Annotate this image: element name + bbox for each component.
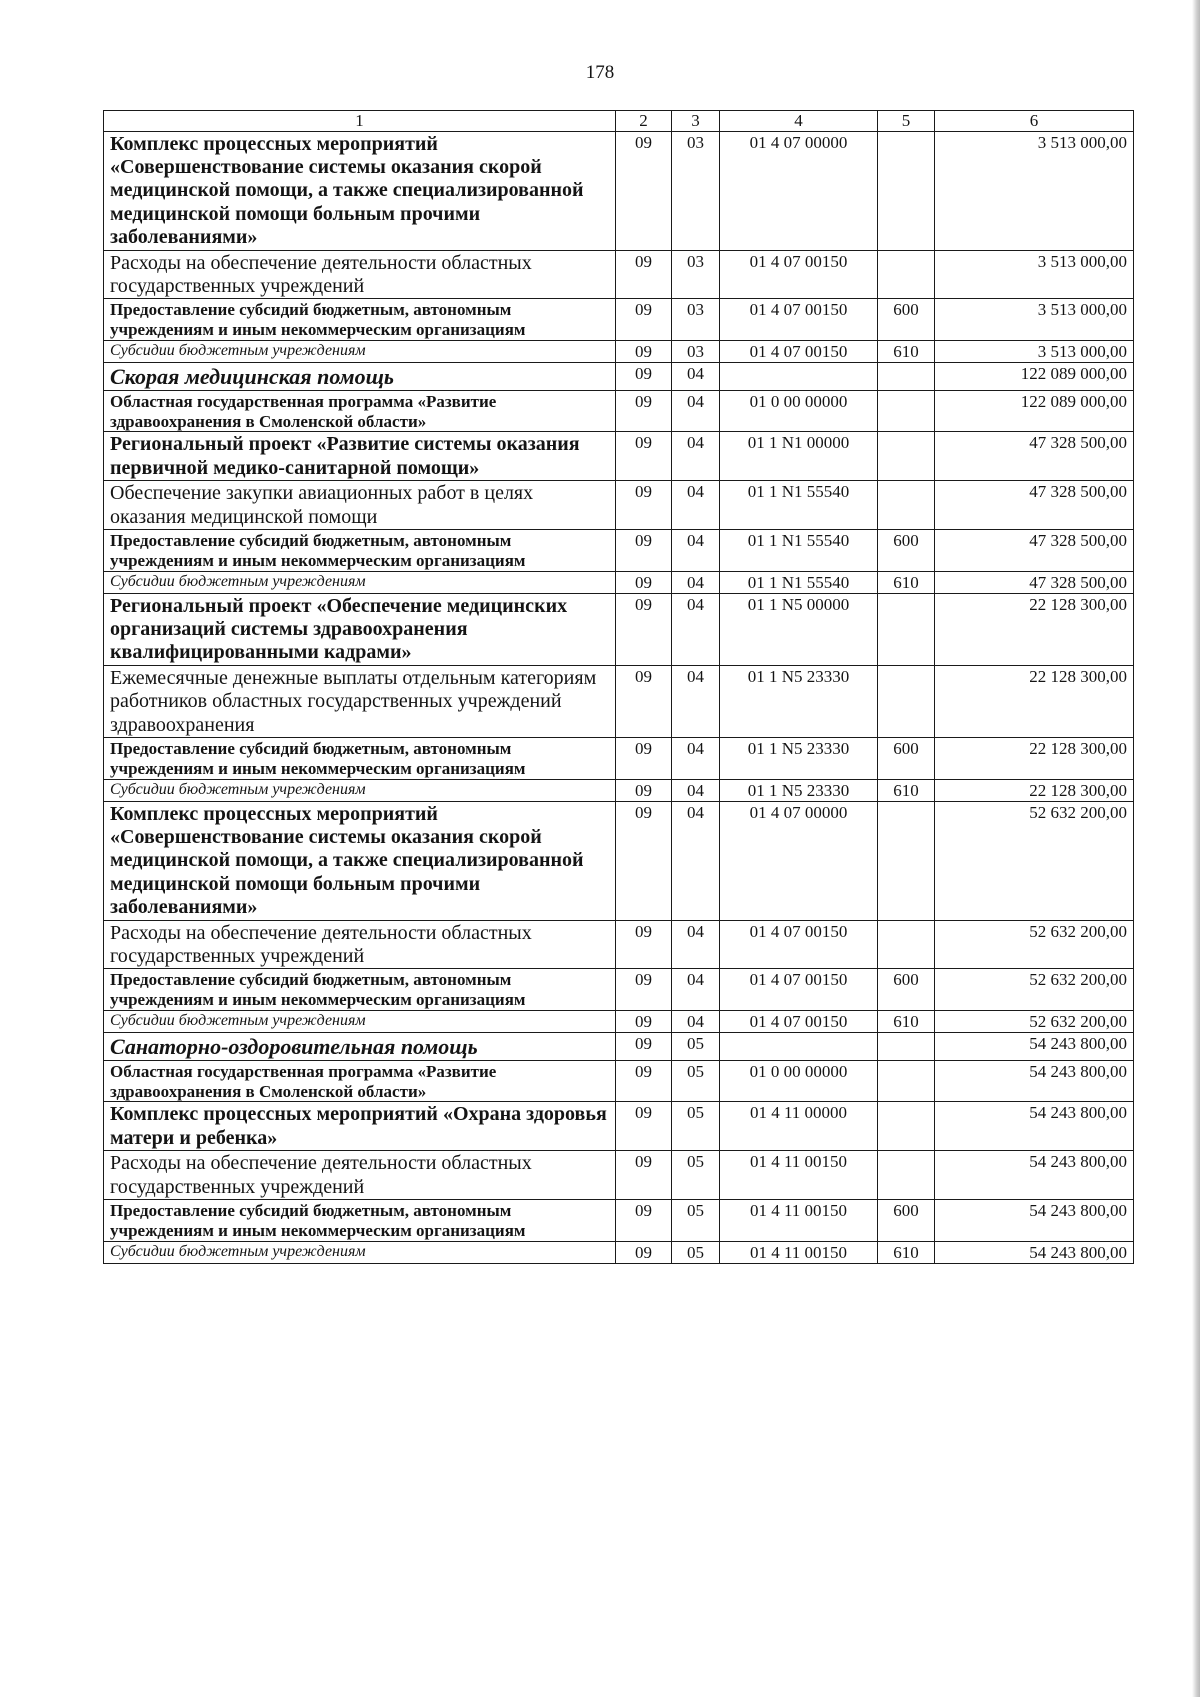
amount-cell: 52 632 200,00 — [935, 1011, 1134, 1033]
column-header: 5 — [878, 111, 935, 132]
row-name-cell: Предоставление субсидий бюджетным, автономным учреждениям и иным некоммерческим организациям — [104, 737, 616, 779]
section-code-cell: 09 — [616, 341, 672, 363]
section-code-cell: 09 — [616, 250, 672, 299]
expense-type-cell: 610 — [878, 779, 935, 801]
table-row — [104, 432, 1134, 481]
target-article-cell: 01 4 07 00150 — [720, 341, 878, 363]
row-name-cell: Предоставление субсидий бюджетным, автономным учреждениям и иным некоммерческим организациям — [104, 529, 616, 571]
row-name-cell: Областная государственная программа «Развитие здравоохранения в Смоленской области» — [104, 390, 616, 432]
table-row — [104, 362, 1134, 390]
expense-type-cell — [878, 801, 935, 920]
table-row — [104, 341, 1134, 363]
section-code-cell: 09 — [616, 920, 672, 969]
amount-cell: 54 243 800,00 — [935, 1199, 1134, 1241]
expense-type-cell: 600 — [878, 529, 935, 571]
row-name-cell: Предоставление субсидий бюджетным, автономным учреждениям и иным некоммерческим организациям — [104, 969, 616, 1011]
subsection-code-cell: 04 — [672, 390, 720, 432]
target-article-cell: 01 4 07 00000 — [720, 801, 878, 920]
subsection-code-cell: 04 — [672, 362, 720, 390]
amount-cell: 22 128 300,00 — [935, 665, 1134, 737]
expense-type-cell — [878, 362, 935, 390]
target-article-cell: 01 4 07 00150 — [720, 1011, 878, 1033]
subsection-code-cell: 04 — [672, 481, 720, 530]
section-code-cell: 09 — [616, 390, 672, 432]
amount-cell: 54 243 800,00 — [935, 1032, 1134, 1060]
amount-cell: 122 089 000,00 — [935, 362, 1134, 390]
table-row — [104, 299, 1134, 341]
subsection-code-cell: 04 — [672, 779, 720, 801]
target-article-cell: 01 4 11 00150 — [720, 1151, 878, 1200]
scan-edge-shadow — [1192, 0, 1200, 1697]
table-row — [104, 1241, 1134, 1263]
section-code-cell: 09 — [616, 1199, 672, 1241]
expense-type-cell: 610 — [878, 341, 935, 363]
amount-cell: 22 128 300,00 — [935, 593, 1134, 665]
amount-cell: 47 328 500,00 — [935, 432, 1134, 481]
row-name-cell: Расходы на обеспечение деятельности областных государственных учреждений — [104, 1151, 616, 1200]
table-row — [104, 1032, 1134, 1060]
row-name-cell: Субсидии бюджетным учреждениям — [104, 571, 616, 593]
subsection-code-cell: 04 — [672, 432, 720, 481]
subsection-code-cell: 03 — [672, 250, 720, 299]
row-name-cell: Расходы на обеспечение деятельности областных государственных учреждений — [104, 920, 616, 969]
target-article-cell: 01 4 07 00150 — [720, 250, 878, 299]
row-name-cell: Субсидии бюджетным учреждениям — [104, 341, 616, 363]
target-article-cell: 01 1 N1 55540 — [720, 481, 878, 530]
target-article-cell — [720, 1032, 878, 1060]
amount-cell: 47 328 500,00 — [935, 529, 1134, 571]
target-article-cell — [720, 362, 878, 390]
amount-cell: 3 513 000,00 — [935, 250, 1134, 299]
table-row — [104, 1060, 1134, 1102]
section-code-cell: 09 — [616, 131, 672, 250]
table-row — [104, 779, 1134, 801]
section-code-cell: 09 — [616, 737, 672, 779]
row-name-cell: Региональный проект «Развитие системы оказания первичной медико-санитарной помощи» — [104, 432, 616, 481]
row-name-cell: Ежемесячные денежные выплаты отдельным категориям работников областных государственных учреждений здравоохранения — [104, 665, 616, 737]
row-name-cell: Областная государственная программа «Развитие здравоохранения в Смоленской области» — [104, 1060, 616, 1102]
expense-type-cell — [878, 481, 935, 530]
budget-table — [103, 110, 1134, 1264]
section-code-cell: 09 — [616, 481, 672, 530]
row-name-cell: Субсидии бюджетным учреждениям — [104, 1011, 616, 1033]
section-code-cell: 09 — [616, 571, 672, 593]
target-article-cell: 01 0 00 00000 — [720, 390, 878, 432]
subsection-code-cell: 04 — [672, 969, 720, 1011]
expense-type-cell — [878, 390, 935, 432]
amount-cell: 47 328 500,00 — [935, 571, 1134, 593]
subsection-code-cell: 04 — [672, 920, 720, 969]
column-header: 3 — [672, 111, 720, 132]
row-name-cell: Предоставление субсидий бюджетным, автономным учреждениям и иным некоммерческим организациям — [104, 1199, 616, 1241]
row-name-cell: Обеспечение закупки авиационных работ в целях оказания медицинской помощи — [104, 481, 616, 530]
table-row — [104, 481, 1134, 530]
section-code-cell: 09 — [616, 1241, 672, 1263]
target-article-cell: 01 4 11 00150 — [720, 1241, 878, 1263]
subsection-code-cell: 04 — [672, 1011, 720, 1033]
subsection-code-cell: 04 — [672, 593, 720, 665]
subsection-code-cell: 05 — [672, 1102, 720, 1151]
target-article-cell: 01 4 07 00150 — [720, 969, 878, 1011]
table-body — [104, 131, 1134, 1263]
subsection-code-cell: 05 — [672, 1060, 720, 1102]
section-code-cell: 09 — [616, 665, 672, 737]
table-row — [104, 1011, 1134, 1033]
amount-cell: 22 128 300,00 — [935, 779, 1134, 801]
row-name-cell: Комплекс процессных мероприятий «Охрана здоровья матери и ребенка» — [104, 1102, 616, 1151]
expense-type-cell — [878, 593, 935, 665]
target-article-cell: 01 4 11 00000 — [720, 1102, 878, 1151]
amount-cell: 3 513 000,00 — [935, 341, 1134, 363]
table-row — [104, 250, 1134, 299]
subsection-code-cell: 05 — [672, 1151, 720, 1200]
expense-type-cell — [878, 1060, 935, 1102]
amount-cell: 3 513 000,00 — [935, 131, 1134, 250]
column-header: 6 — [935, 111, 1134, 132]
table-row — [104, 1151, 1134, 1200]
section-code-cell: 09 — [616, 969, 672, 1011]
amount-cell: 52 632 200,00 — [935, 920, 1134, 969]
expense-type-cell — [878, 432, 935, 481]
target-article-cell: 01 1 N5 23330 — [720, 737, 878, 779]
table-row — [104, 390, 1134, 432]
section-code-cell: 09 — [616, 1151, 672, 1200]
expense-type-cell: 600 — [878, 969, 935, 1011]
expense-type-cell: 610 — [878, 1241, 935, 1263]
expense-type-cell — [878, 920, 935, 969]
section-code-cell: 09 — [616, 1011, 672, 1033]
subsection-code-cell: 04 — [672, 801, 720, 920]
amount-cell: 54 243 800,00 — [935, 1060, 1134, 1102]
amount-cell: 122 089 000,00 — [935, 390, 1134, 432]
table-row — [104, 529, 1134, 571]
table-row — [104, 920, 1134, 969]
section-code-cell: 09 — [616, 593, 672, 665]
expense-type-cell — [878, 131, 935, 250]
section-code-cell: 09 — [616, 362, 672, 390]
subsection-code-cell: 04 — [672, 571, 720, 593]
expense-type-cell: 610 — [878, 1011, 935, 1033]
subsection-code-cell: 03 — [672, 299, 720, 341]
section-code-cell: 09 — [616, 1032, 672, 1060]
row-name-cell: Расходы на обеспечение деятельности областных государственных учреждений — [104, 250, 616, 299]
row-name-cell: Предоставление субсидий бюджетным, автономным учреждениям и иным некоммерческим организациям — [104, 299, 616, 341]
table-row — [104, 571, 1134, 593]
amount-cell: 54 243 800,00 — [935, 1102, 1134, 1151]
target-article-cell: 01 4 07 00150 — [720, 299, 878, 341]
expense-type-cell: 600 — [878, 1199, 935, 1241]
column-header: 1 — [104, 111, 616, 132]
amount-cell: 52 632 200,00 — [935, 801, 1134, 920]
section-code-cell: 09 — [616, 299, 672, 341]
row-name-cell: Скорая медицинская помощь — [104, 362, 616, 390]
target-article-cell: 01 4 07 00000 — [720, 131, 878, 250]
subsection-code-cell: 04 — [672, 529, 720, 571]
table-row — [104, 1199, 1134, 1241]
amount-cell: 54 243 800,00 — [935, 1241, 1134, 1263]
table-header-row — [104, 111, 1134, 132]
target-article-cell: 01 1 N5 00000 — [720, 593, 878, 665]
expense-type-cell: 610 — [878, 571, 935, 593]
target-article-cell: 01 1 N1 55540 — [720, 529, 878, 571]
amount-cell: 47 328 500,00 — [935, 481, 1134, 530]
row-name-cell: Субсидии бюджетным учреждениям — [104, 1241, 616, 1263]
table-row — [104, 593, 1134, 665]
table-row — [104, 1102, 1134, 1151]
row-name-cell: Комплекс процессных мероприятий «Совершенствование системы оказания скорой медицинской помощи, а также специализированной медицинской помощи больным прочими заболеваниями» — [104, 801, 616, 920]
expense-type-cell — [878, 1151, 935, 1200]
target-article-cell: 01 1 N5 23330 — [720, 779, 878, 801]
table-row — [104, 801, 1134, 920]
section-code-cell: 09 — [616, 801, 672, 920]
section-code-cell: 09 — [616, 1060, 672, 1102]
target-article-cell: 01 4 11 00150 — [720, 1199, 878, 1241]
subsection-code-cell: 05 — [672, 1199, 720, 1241]
row-name-cell: Комплекс процессных мероприятий «Совершенствование системы оказания скорой медицинской помощи, а также специализированной медицинской помощи больным прочими заболеваниями» — [104, 131, 616, 250]
expense-type-cell — [878, 250, 935, 299]
section-code-cell: 09 — [616, 432, 672, 481]
expense-type-cell — [878, 1032, 935, 1060]
table-row — [104, 665, 1134, 737]
row-name-cell: Санаторно-оздоровительная помощь — [104, 1032, 616, 1060]
column-header: 4 — [720, 111, 878, 132]
expense-type-cell: 600 — [878, 299, 935, 341]
subsection-code-cell: 04 — [672, 665, 720, 737]
subsection-code-cell: 03 — [672, 131, 720, 250]
section-code-cell: 09 — [616, 779, 672, 801]
page-number: 178 — [585, 62, 615, 83]
row-name-cell: Региональный проект «Обеспечение медицинских организаций системы здравоохранения квалифицированными кадрами» — [104, 593, 616, 665]
section-code-cell: 09 — [616, 1102, 672, 1151]
subsection-code-cell: 05 — [672, 1032, 720, 1060]
amount-cell: 22 128 300,00 — [935, 737, 1134, 779]
expense-type-cell — [878, 1102, 935, 1151]
target-article-cell: 01 4 07 00150 — [720, 920, 878, 969]
amount-cell: 54 243 800,00 — [935, 1151, 1134, 1200]
target-article-cell: 01 1 N5 23330 — [720, 665, 878, 737]
target-article-cell: 01 1 N1 00000 — [720, 432, 878, 481]
subsection-code-cell: 04 — [672, 737, 720, 779]
expense-type-cell — [878, 665, 935, 737]
amount-cell: 3 513 000,00 — [935, 299, 1134, 341]
table-row — [104, 969, 1134, 1011]
table-row — [104, 737, 1134, 779]
amount-cell: 52 632 200,00 — [935, 969, 1134, 1011]
table-row — [104, 131, 1134, 250]
target-article-cell: 01 0 00 00000 — [720, 1060, 878, 1102]
target-article-cell: 01 1 N1 55540 — [720, 571, 878, 593]
row-name-cell: Субсидии бюджетным учреждениям — [104, 779, 616, 801]
section-code-cell: 09 — [616, 529, 672, 571]
subsection-code-cell: 05 — [672, 1241, 720, 1263]
expense-type-cell: 600 — [878, 737, 935, 779]
column-header: 2 — [616, 111, 672, 132]
subsection-code-cell: 03 — [672, 341, 720, 363]
